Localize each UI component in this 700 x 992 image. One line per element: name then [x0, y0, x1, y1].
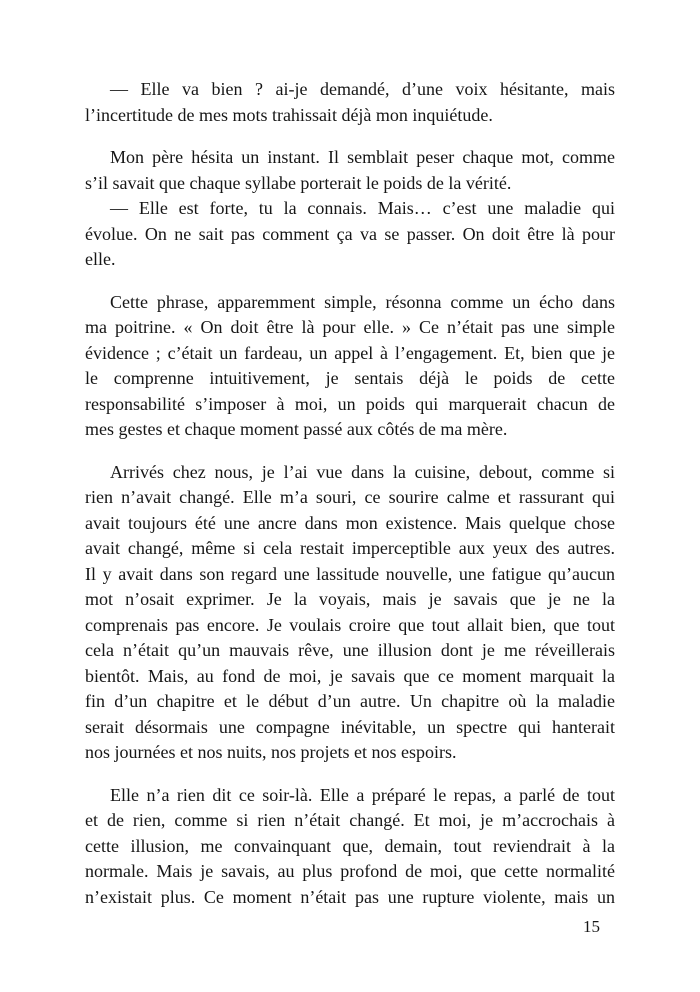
text-line: l’incertitude de mes mots trahissait déjà mon inquiétude.: [85, 104, 493, 125]
text-line: évolue. On ne sait pas comment ça va se passer. On doit être là pour: [85, 223, 615, 244]
text-line: mot n’osait exprimer. Je la voyais, mais je savais que je ne la: [85, 589, 615, 609]
paragraph-father-hesitation: [85, 145, 615, 196]
text-line: Elle n’a rien dit ce soir-là. Elle a préparé le repas, a parlé de tout: [110, 784, 615, 805]
paragraph-arrival-home: [85, 460, 615, 766]
text-line: cela n’était qu’un mauvais rêve, une illusion dont je me réveillerais: [85, 640, 615, 660]
text-line: elle.: [85, 249, 116, 269]
text-line: Arrivés chez nous, je l’ai vue dans la cuisine, debout, comme si: [110, 461, 615, 482]
text-line: bientôt. Mais, au fond de moi, je savais que ce moment marquait la: [85, 665, 615, 686]
text-line: rien n’avait changé. Elle m’a souri, ce sourire calme et rassurant qui: [85, 487, 615, 507]
text-line: comprenais pas encore. Je voulais croire que tout allait bien, que tout: [85, 614, 615, 635]
paragraph-dialogue-answer: [85, 196, 615, 273]
text-line: n’existait plus. Ce moment n’était pas une rupture violente, mais un: [85, 886, 615, 907]
text-line: ma poitrine. « On doit être là pour elle. » Ce n’était pas une simple: [85, 317, 615, 337]
page-text: [85, 77, 615, 910]
text-line: avait changé, même si cela restait imperceptible aux yeux des autres.: [85, 538, 615, 558]
text-line: normale. Mais je savais, au plus profond de moi, que cette normalité: [85, 861, 615, 881]
text-line: — Elle est forte, tu la connais. Mais… c’est une maladie qui: [110, 198, 615, 218]
text-line: évidence ; c’était un fardeau, un appel à l’engagement. Et, bien que je: [85, 342, 615, 363]
text-line: cette illusion, me convainquant que, demain, tout reviendrait à la: [85, 835, 615, 856]
text-line: le comprenne intuitivement, je sentais déjà le poids de cette: [85, 368, 615, 388]
text-line: et de rien, comme si rien n’était changé. Et moi, je m’accrochais à: [85, 810, 615, 830]
paragraph-dialogue-question: [85, 77, 615, 128]
page-number: 15: [583, 917, 600, 936]
text-line: serait désormais une compagne inévitable, un spectre qui hanterait: [85, 716, 615, 737]
text-line: s’il savait que chaque syllabe porterait le poids de la vérité.: [85, 172, 512, 193]
text-line: — Elle va bien ? ai-je demandé, d’une voix hésitante, mais: [110, 79, 615, 99]
text-line: Mon père hésita un instant. Il semblait peser chaque mot, comme: [110, 147, 615, 167]
text-line: nos journées et nos nuits, nos projets et nos espoirs.: [85, 742, 457, 762]
text-line: responsabilité s’imposer à moi, un poids qui marquerait chacun de: [85, 393, 615, 414]
text-line: avait toujours été une ancre dans mon existence. Mais quelque chose: [85, 512, 615, 533]
paragraph-evening-silence: [85, 783, 615, 911]
text-line: mes gestes et chaque moment passé aux côtés de ma mère.: [85, 419, 508, 439]
text-line: fin d’un chapitre et le début d’un autre. Un chapitre où la maladie: [85, 691, 615, 711]
text-line: Il y avait dans son regard une lassitude nouvelle, une fatigue qu’aucun: [85, 563, 615, 584]
text-line: Cette phrase, apparemment simple, résonna comme un écho dans: [110, 291, 615, 312]
paragraph-phrase-echo: [85, 290, 615, 443]
